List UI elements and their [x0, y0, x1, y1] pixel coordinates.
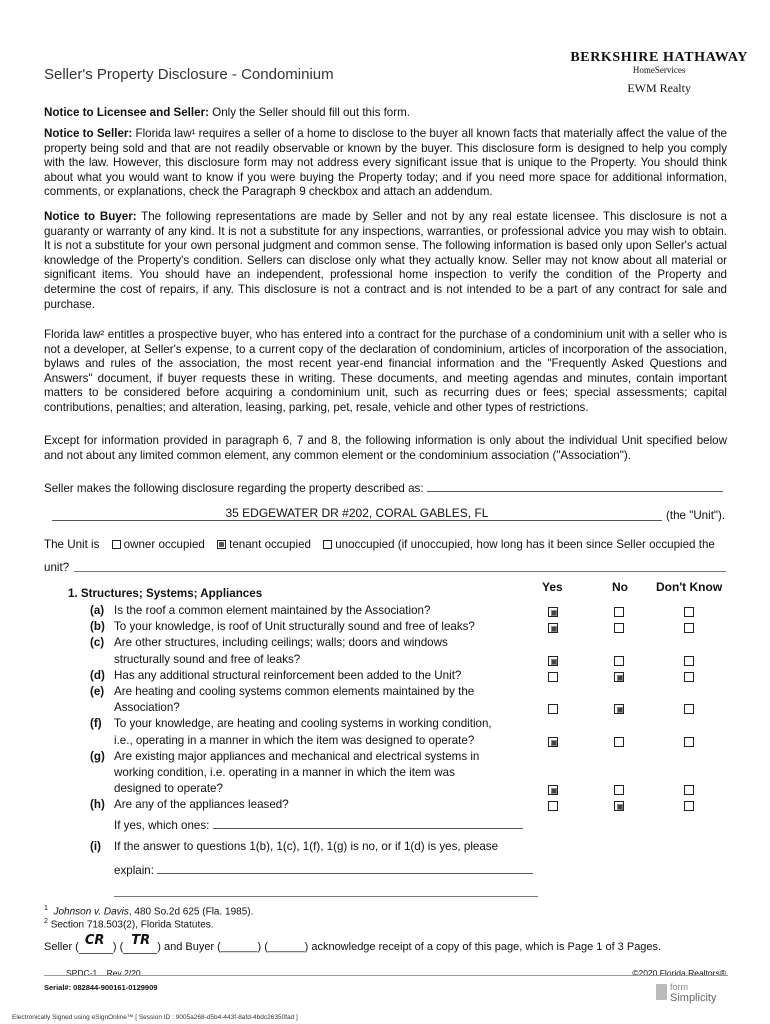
esign-note: Electronically Signed using eSignOnline™ [ Session ID : 9005a268-d5b4-443f-8afd-4bdc26350fad ]	[12, 1014, 298, 1021]
item-question-text: Has any additional structural reinforcement been added to the Unit?	[114, 668, 462, 682]
brand-line2: HomeServices	[632, 65, 686, 75]
unoccupied-checkbox[interactable]	[323, 540, 332, 549]
seller-initials-1[interactable]: CR	[79, 941, 113, 954]
item-question-text: Association?	[114, 701, 180, 715]
answer-dk-checkbox[interactable]	[684, 623, 694, 633]
item-letter: (b)	[90, 620, 105, 634]
answer-no-checkbox[interactable]	[614, 785, 624, 795]
brand-line1: BERKSHIRE HATHAWAY	[570, 50, 748, 65]
item-letter: (h)	[90, 798, 105, 812]
notice-licensee: Notice to Licensee and Seller: Only the Seller should fill out this form.	[44, 106, 410, 119]
answer-dk-checkbox[interactable]	[684, 737, 694, 747]
except-paragraph: Except for information provided in paragraph 6, 7 and 8, the following information is only about the individual Unit specified below and not about any limited common element, any common element or the condominium association ("Association").	[44, 434, 727, 462]
the-unit-label: (the "Unit").	[666, 509, 726, 522]
owner-occupied-checkbox[interactable]	[112, 540, 121, 549]
copyright: ©2020 Florida Realtors®	[632, 968, 726, 978]
item-letter: (e)	[90, 685, 105, 698]
serial-number: Serial#: 082844-900161-0129909	[44, 983, 158, 992]
answer-no-checkbox[interactable]	[614, 801, 624, 811]
column-dont-know: Don't Know	[656, 580, 723, 594]
item-question-text: working condition, i.e. operating in a manner in which the item was	[114, 766, 455, 779]
answer-yes-checkbox[interactable]	[548, 801, 558, 811]
item-question-text: designed to operate?	[114, 782, 223, 796]
item-question-text: i.e., operating in a manner in which the item was designed to operate?	[114, 733, 475, 747]
answer-dk-checkbox[interactable]	[684, 672, 694, 682]
explain-line-2[interactable]	[114, 896, 538, 897]
florida-law-paragraph: Florida law² entitles a prospective buyer, who has entered into a contract for the purchase of a condominium unit with a seller who is not a developer, at Seller's expense, to a current copy of the declaration of condominium, articles of incorporation of the association, bylaws and rules of the association, the most recent year-end financial information and the "Frequently Asked Questions and Answers" document, if buyer requests these in writing. These documents, and meeting agendas and minutes, contain important matters to be considered before acquiring a condominium unit, such as recurring dues or fees; special assessments; capital contributions, penalties; and alteration, leasing, parking, pet, resale, vehicle and other types of restrictions.	[44, 328, 727, 414]
item-letter: (f)	[90, 717, 102, 731]
unoccupied-duration-line[interactable]	[74, 571, 726, 572]
item-question-text: To your knowledge, is roof of Unit structurally sound and free of leaks?	[114, 620, 475, 634]
brand-line3: EWM Realty	[627, 81, 691, 95]
answer-dk-checkbox[interactable]	[684, 801, 694, 811]
footer-divider	[44, 975, 728, 976]
answer-dk-checkbox[interactable]	[684, 607, 694, 617]
item-question-text: Are other structures, including ceilings; walls; doors and windows	[114, 636, 448, 650]
footnote-2: $^2$ Section 718.503(2), Florida Statutes.	[44, 918, 214, 931]
acknowledge-row: Seller ( CR ) ( TR ) and Buyer (______) (______) acknowledge receipt of a copy of this page, which is Page 1 of 3 Pages.	[44, 933, 662, 953]
section1-heading: 1. Structures; Systems; Appliances	[68, 587, 263, 600]
explain-row: explain:	[114, 862, 533, 879]
answer-yes-checkbox[interactable]	[548, 623, 558, 633]
answer-no-checkbox[interactable]	[614, 623, 624, 633]
item-i-letter: (i)	[90, 840, 101, 853]
if-yes-row: If yes, which ones:	[114, 817, 523, 834]
item-question-text: Are existing major appliances and mechanical and electrical systems in	[114, 749, 480, 763]
notice-buyer: Notice to Buyer: The following representations are made by Seller and not by any real estate licensee. This disclosure is not a guaranty or warranty of any kind. It is not a substitute for any inspections, warranties, or professional advice you may wish to obtain. It is not a substitute for your own personal judgment and common sense. The following information is based only upon Seller's actual knowledge of the Property's condition. Sellers can disclose only what they actually know. Seller may not know about all material or significant items. You should have an independent, professional home inspection to verify the condition of the Property and determine the cost of repairs, if any. This disclosure is not a contract and is not intended to be a part of any contract for sale and purchase.	[44, 210, 727, 311]
answer-dk-checkbox[interactable]	[684, 704, 694, 714]
occupancy-row: The Unit is owner occupied tenant occupied unoccupied (if unoccupied, how long has it been since Seller occupied the	[44, 538, 715, 551]
seller-initials-2[interactable]: TR	[123, 941, 157, 954]
page-title: Seller's Property Disclosure - Condominium	[44, 66, 334, 83]
form-id-row: SPDC-1 Rev 2/20	[66, 968, 141, 978]
answer-no-checkbox[interactable]	[614, 607, 624, 617]
answer-yes-checkbox[interactable]	[548, 656, 558, 666]
answer-dk-checkbox[interactable]	[684, 785, 694, 795]
item-question-text: To your knowledge, are heating and cooling systems in working condition,	[114, 717, 492, 731]
answer-no-checkbox[interactable]	[614, 672, 624, 682]
answer-dk-checkbox[interactable]	[684, 656, 694, 666]
answer-yes-checkbox[interactable]	[548, 672, 558, 682]
form-simplicity-logo: form Simplicity	[656, 982, 728, 1006]
answer-no-checkbox[interactable]	[614, 737, 624, 747]
item-letter: (d)	[90, 668, 105, 682]
answer-yes-checkbox[interactable]	[548, 607, 558, 617]
item-letter: (c)	[90, 636, 105, 650]
item-letter: (g)	[90, 749, 105, 763]
notice-seller: Notice to Seller: Florida law¹ requires a seller of a home to disclose to the buyer all known facts that materially affect the value of the property being sold and that are not readily observable or known by the buyer. This disclosure form is designed to help you comply with the law. However, this disclosure form may not address every significant issue that is unique to the Property. You should think about what you would want to know if you were buying the Property today; and if you need more space for additional information, comments, or explanations, check the Paragraph 9 checkbox and attach an addendum.	[44, 127, 727, 199]
item-letter: (a)	[90, 604, 105, 617]
answer-yes-checkbox[interactable]	[548, 785, 558, 795]
item-question-text: Is the roof a common element maintained by the Association?	[114, 604, 431, 617]
property-description-line[interactable]	[427, 480, 723, 492]
column-yes: Yes	[542, 580, 563, 594]
property-intro-row: Seller makes the following disclosure regarding the property described as:	[44, 480, 727, 497]
footnote-1: $^1$ Johnson v. Davis, 480 So.2d 625 (Fla. 1985).	[44, 905, 254, 918]
answer-yes-checkbox[interactable]	[548, 737, 558, 747]
explain-line-1[interactable]	[157, 862, 533, 874]
answer-yes-checkbox[interactable]	[548, 704, 558, 714]
tenant-occupied-checkbox[interactable]	[217, 540, 226, 549]
unit-question-label: unit?	[44, 561, 70, 574]
answer-no-checkbox[interactable]	[614, 704, 624, 714]
item-question-text: structurally sound and free of leaks?	[114, 652, 301, 666]
answer-no-checkbox[interactable]	[614, 656, 624, 666]
item-question-text: Are any of the appliances leased?	[114, 798, 289, 812]
property-address-field[interactable]: 35 EDGEWATER DR #202, CORAL GABLES, FL	[52, 506, 662, 521]
item-i-text: If the answer to questions 1(b), 1(c), 1(f), 1(g) is no, or if 1(d) is yes, please	[114, 840, 499, 853]
form-simplicity-icon	[656, 984, 667, 1000]
brand-logo	[570, 50, 748, 96]
if-yes-line[interactable]	[213, 817, 523, 829]
item-question-text: Are heating and cooling systems common elements maintained by the	[114, 685, 475, 698]
column-no: No	[612, 580, 628, 594]
